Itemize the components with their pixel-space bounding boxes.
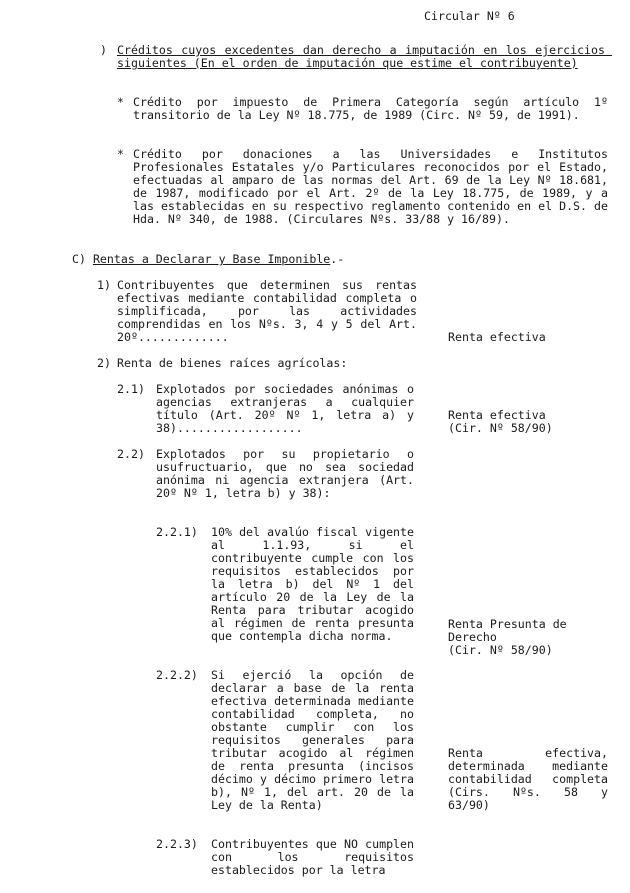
section-c-letter: C) [72,252,86,266]
item-result: Renta Presunta de Derecho (Cir. Nº 58/90) [448,617,567,657]
item-text: Explotados por su propietario o usufructuario, que no sea sociedad anónima ni agencia extranjera (Art. 20º Nº 1, letra b) y 38): [156,447,421,500]
item-text: 10% del avalúo fiscal vigente al 1.1.93, si el contribuyente cumple con los requisitos establecidos por la letra b) del Nº 1 del artículo 20 de la Ley de la Renta para tributar acogido al régimen de renta presunta que contempla dicha norma. [211,525,421,643]
item-text: Si ejerció la opción de declarar a base de la renta efectiva determinada mediante contabilidad completa, no obstante cumplir con los requisitos generales para tributar acogido al régimen de renta presunta (incisos décimo y décimo primero letra b), Nº 1, del art. 20 de la Ley de la Renta) [211,668,421,812]
page-header: Circular Nº 6 [424,9,515,23]
item-number: 2.2.3) [156,837,198,851]
item-number: 2.2.2) [156,668,198,682]
item-text: Contribuyentes que determinen sus rentas efectivas mediante contabilidad completa o simplificada, por las actividades comprendidas en los Nºs. 3, 4 y 5 del Art. 20º............. [117,278,424,344]
item-result: Renta efectiva, determinada mediante contabilidad completa (Cirs. Nºs. 58 y 63/90) [448,746,615,812]
section-c-heading: Rentas a Declarar y Base Imponible [92,252,331,266]
item-number: 1) [97,278,111,292]
credit-item: Crédito por impuesto de Primera Categoría según artículo 1º transitorio de la Ley Nº 18.775, de 1989 (Circ. Nº 59, de 1991). [133,95,615,122]
credit-bullet: * [117,147,124,161]
item-text: Contribuyentes que NO cumplen con los requisitos establecidos por la letra [211,837,421,877]
item-text: Explotados por sociedades anónimas o agencias extranjeras a cualquier título (Art. 20º Nº 1, letra a) y 38).................. [156,382,421,435]
item-number: 2.1) [117,382,145,396]
credit-bullet: * [117,95,124,109]
item-number: 2) [97,356,111,370]
item-number: 2.2) [117,447,145,461]
section-c-title [72,253,344,266]
item-number: 2.2.1) [156,525,198,539]
section-c-suffix: .- [330,252,345,266]
credit-item: Crédito por donaciones a las Universidades e Institutos Profesionales Estatales y/o Particulares reconocidos por el Estado, efectuadas al amparo de las normas del Art. 69 de la Ley Nº 18.681, de 1987, modificado por el Art. 2º de la Ley 18.775, de 1989, y a las establecidas en su respectivo reglamento contenido en el D.S. de Hda. Nº 340, de 1988. (Circulares Nºs. 33/88 y 16/89). [133,147,615,226]
credits-heading: Créditos cuyos excedentes dan derecho a imputación en los ejercicios siguientes (En el orden de imputación que estime el contribuyente) [117,43,612,70]
credits-marker: ) [100,43,107,57]
item-result: Renta efectiva (Cir. Nº 58/90) [448,408,553,435]
item-result: Renta efectiva [448,330,546,344]
item-text: Renta de bienes raíces agrícolas: [117,356,348,370]
